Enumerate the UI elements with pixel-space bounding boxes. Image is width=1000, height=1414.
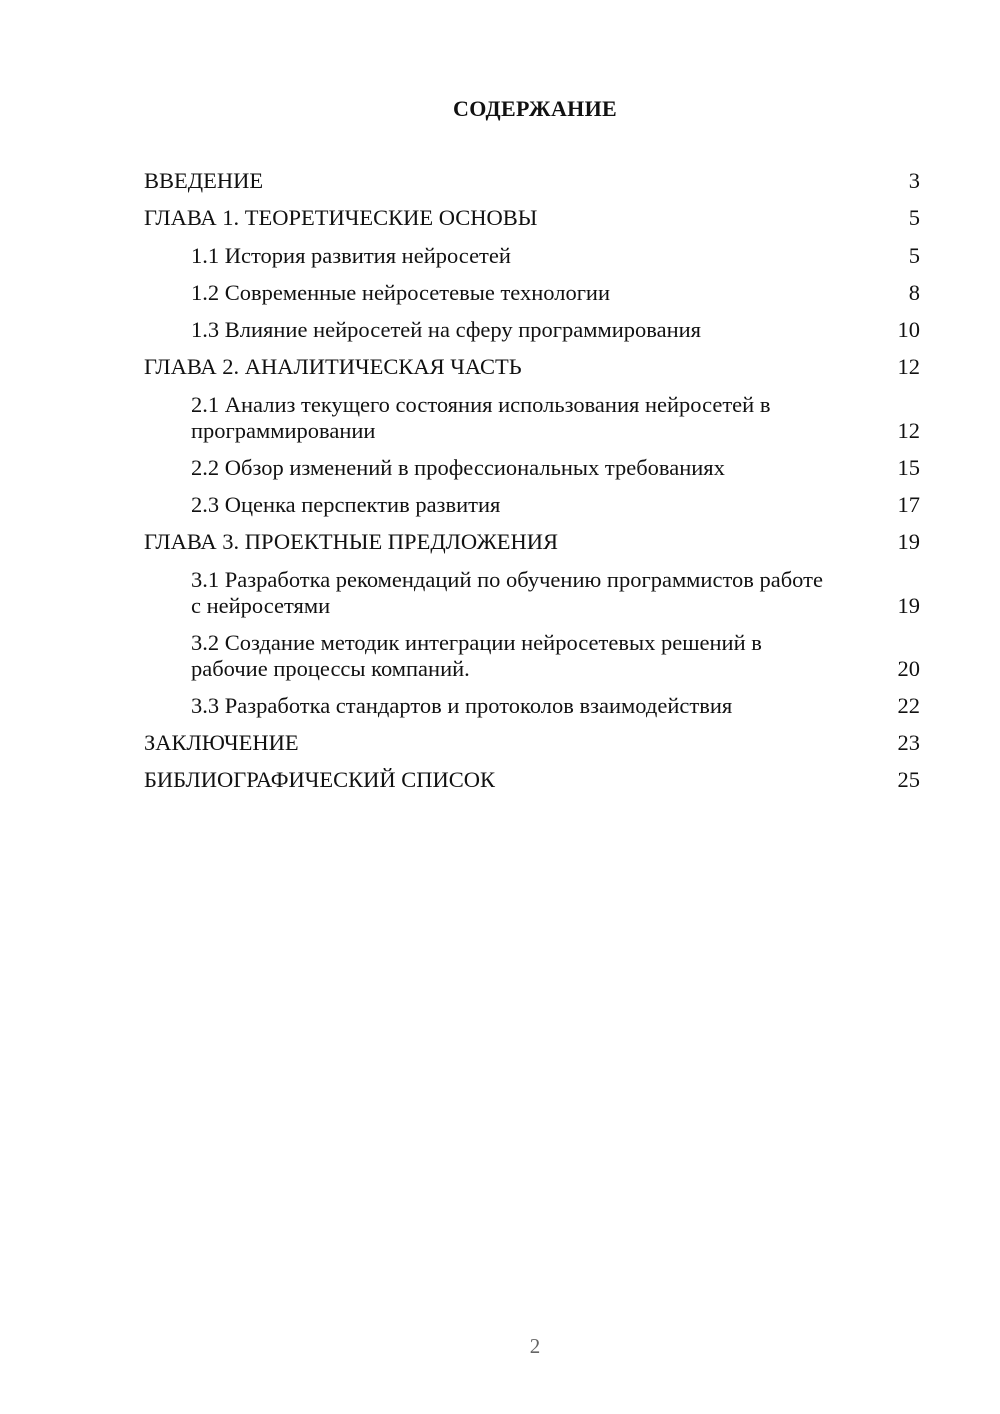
toc-entry-title: 1.1 История развития нейросетей	[191, 243, 511, 268]
toc-entry-title: 2.1 Анализ текущего состояния использования нейросетей в программировании	[191, 392, 771, 443]
toc-entry-page: 8	[908, 280, 920, 305]
toc-entry-section-2-2[interactable]	[144, 455, 920, 481]
page-number: 2	[529, 1334, 541, 1358]
toc-entry-title: ЗАКЛЮЧЕНИЕ	[144, 730, 299, 755]
toc-entry-title: ВВЕДЕНИЕ	[144, 168, 264, 193]
toc-entry-section-1-3[interactable]	[144, 317, 920, 343]
toc-entry-chapter-1[interactable]	[144, 205, 920, 231]
toc-entry-title: 2.3 Оценка перспектив развития	[191, 492, 501, 517]
toc-entry-title: ГЛАВА 3. ПРОЕКТНЫЕ ПРЕДЛОЖЕНИЯ	[144, 529, 559, 554]
toc-entry-chapter-2[interactable]	[144, 354, 920, 380]
toc-entry-page: 12	[897, 418, 920, 443]
toc-entry-section-1-1[interactable]	[144, 243, 920, 269]
toc-entry-page: 19	[897, 529, 920, 554]
toc-entry-title: БИБЛИОГРАФИЧЕСКИЙ СПИСОК	[144, 767, 496, 792]
toc-entry-title: ГЛАВА 2. АНАЛИТИЧЕСКАЯ ЧАСТЬ	[144, 354, 522, 379]
table-of-contents	[144, 168, 920, 793]
toc-entry-section-1-2[interactable]	[144, 280, 920, 306]
toc-entry-page: 12	[897, 354, 920, 379]
toc-entry-page: 19	[897, 593, 920, 618]
toc-entry-page: 22	[897, 693, 920, 718]
toc-entry-page: 15	[897, 455, 920, 480]
toc-entry-title: 1.3 Влияние нейросетей на сферу программирования	[191, 317, 702, 342]
toc-entry-page: 20	[897, 656, 920, 681]
toc-entry-page: 3	[908, 168, 920, 193]
toc-entry-chapter-3[interactable]	[144, 529, 920, 555]
toc-entry-title: 3.1 Разработка рекомендаций по обучению программистов работе с нейросетями	[191, 567, 823, 618]
toc-entry-introduction[interactable]	[144, 168, 920, 194]
toc-entry-title: 3.2 Создание методик интеграции нейросетевых решений в рабочие процессы компаний.	[191, 630, 762, 681]
toc-entry-page: 23	[897, 730, 920, 755]
toc-entry-page: 5	[908, 205, 920, 230]
toc-entry-page: 5	[908, 243, 920, 268]
toc-entry-section-3-3[interactable]	[144, 693, 920, 719]
toc-entry-title: 3.3 Разработка стандартов и протоколов взаимодействия	[191, 693, 733, 718]
toc-entry-section-2-3[interactable]	[144, 492, 920, 518]
toc-entry-bibliography[interactable]	[144, 767, 920, 793]
toc-entry-conclusion[interactable]	[144, 730, 920, 756]
toc-entry-section-2-1[interactable]	[144, 392, 920, 444]
toc-entry-page: 25	[897, 767, 920, 792]
toc-entry-page: 17	[897, 492, 920, 517]
toc-entry-title: ГЛАВА 1. ТЕОРЕТИЧЕСКИЕ ОСНОВЫ	[144, 205, 538, 230]
toc-entry-title: 2.2 Обзор изменений в профессиональных требованиях	[191, 455, 725, 480]
toc-entry-section-3-1[interactable]	[144, 567, 920, 619]
toc-entry-section-3-2[interactable]	[144, 630, 920, 682]
toc-entry-page: 10	[897, 317, 920, 342]
page-title: СОДЕРЖАНИЕ	[453, 96, 617, 121]
toc-entry-title: 1.2 Современные нейросетевые технологии	[191, 280, 611, 305]
